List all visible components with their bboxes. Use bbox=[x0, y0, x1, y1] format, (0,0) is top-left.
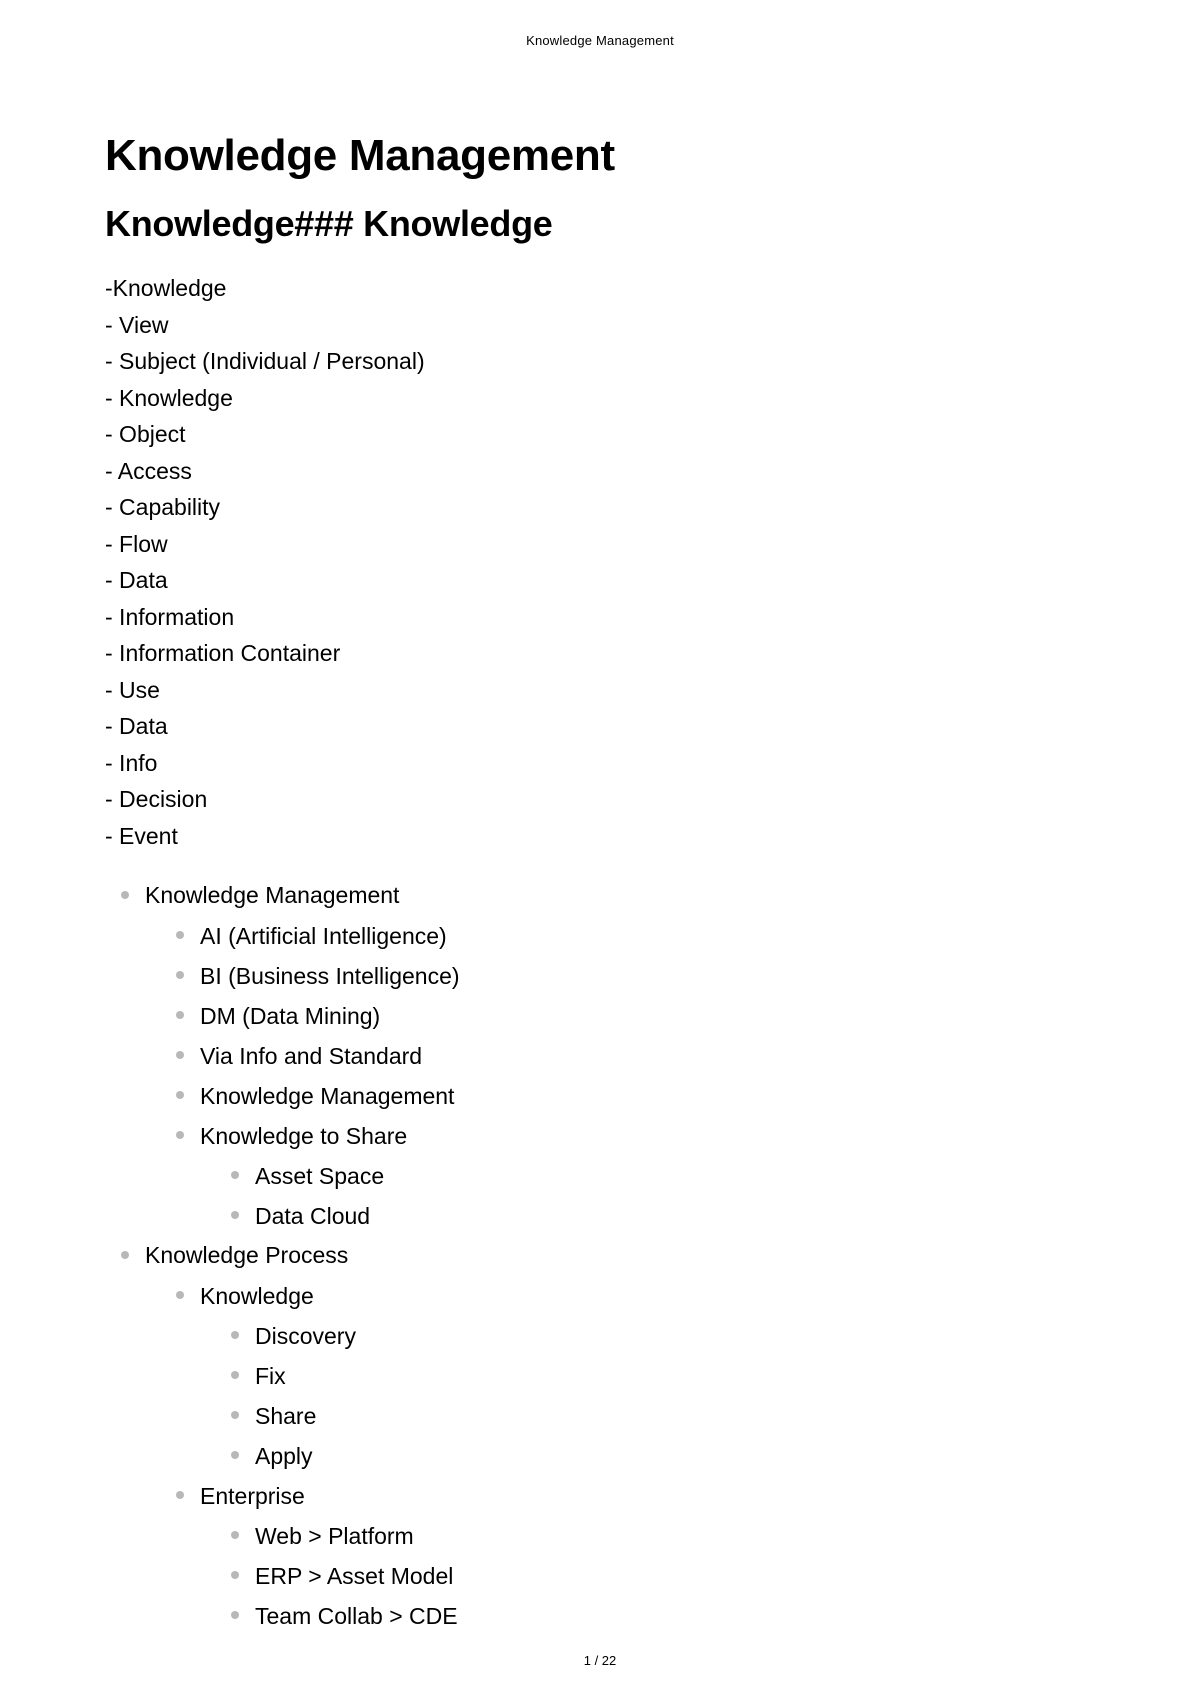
outline-item-l2 bbox=[105, 956, 1105, 996]
outline-item-l3 bbox=[105, 1396, 1105, 1436]
bullet-sublist bbox=[105, 1316, 1105, 1476]
bullet-sublist bbox=[105, 1516, 1105, 1636]
outline-item-l2 bbox=[105, 1116, 1105, 1156]
bullet-dot-icon bbox=[176, 1091, 184, 1099]
outline-item-l2 bbox=[105, 1476, 1105, 1516]
bullet-dot-icon bbox=[231, 1371, 239, 1379]
bullet-dot-icon bbox=[231, 1531, 239, 1539]
outline-item-label: Team Collab > CDE bbox=[255, 1603, 458, 1629]
outline-item-label: Knowledge Management bbox=[145, 882, 400, 908]
dash-list-item: - Object bbox=[105, 421, 186, 447]
outline-item-label: Knowledge bbox=[200, 1283, 314, 1309]
dash-list-item: - Use bbox=[105, 676, 160, 703]
outline-item-label: Fix bbox=[255, 1363, 286, 1389]
outline-item-l2 bbox=[105, 916, 1105, 956]
dash-list-item: - Decision bbox=[105, 786, 208, 812]
outline-item-l2 bbox=[105, 1036, 1105, 1076]
dash-list-item: - Info bbox=[105, 749, 158, 776]
outline-item-l2 bbox=[105, 1276, 1105, 1316]
bullet-dot-icon bbox=[176, 1291, 184, 1299]
dash-list-item: - Event bbox=[105, 822, 178, 849]
outline-item-l3 bbox=[105, 1596, 1105, 1636]
dash-list-item: - Capability bbox=[105, 494, 221, 520]
running-header: Knowledge Management bbox=[526, 33, 674, 48]
outline-item-label: Share bbox=[255, 1403, 317, 1429]
outline-item-l3 bbox=[105, 1516, 1105, 1556]
dash-list-item: - Access bbox=[105, 457, 192, 484]
bullet-sublist bbox=[105, 1156, 1105, 1236]
bullet-dot-icon bbox=[176, 931, 184, 939]
dash-list-item: - Data bbox=[105, 713, 168, 739]
outline-item-label: BI (Business Intelligence) bbox=[200, 963, 460, 989]
bullet-dot-icon bbox=[176, 1011, 184, 1019]
bullet-dot-icon bbox=[231, 1571, 239, 1579]
bullet-outline bbox=[105, 1236, 1105, 1274]
bullet-sublist bbox=[105, 1276, 1105, 1316]
outline-item-l2 bbox=[105, 1076, 1105, 1116]
outline-item-label: Discovery bbox=[255, 1323, 356, 1349]
outline-item-label: Knowledge Process bbox=[145, 1242, 349, 1268]
bullet-dot-icon bbox=[176, 1051, 184, 1059]
document-body bbox=[105, 128, 1105, 1636]
bullet-dot-icon bbox=[231, 1451, 239, 1459]
page-title: Knowledge Management bbox=[105, 131, 615, 180]
outline-item-l3 bbox=[105, 1356, 1105, 1396]
outline-item-l3 bbox=[105, 1436, 1105, 1476]
bullet-sublist bbox=[105, 916, 1105, 1156]
bullet-dot-icon bbox=[231, 1611, 239, 1619]
outline-item-label: ERP > Asset Model bbox=[255, 1563, 454, 1589]
outline-item-l1 bbox=[105, 1236, 1105, 1274]
dash-list-item: - Subject (Individual / Personal) bbox=[105, 348, 425, 374]
outline-item-l3 bbox=[105, 1156, 1105, 1196]
dash-list-item: - Information Container bbox=[105, 640, 341, 666]
dash-list-item: - Information bbox=[105, 603, 235, 630]
outline-item-label: Knowledge Management bbox=[200, 1083, 455, 1109]
dash-list-item: - Knowledge bbox=[105, 384, 233, 411]
outline-item-label: Apply bbox=[255, 1443, 313, 1469]
bullet-dot-icon bbox=[121, 1251, 129, 1259]
outline-item-l3 bbox=[105, 1556, 1105, 1596]
dash-list-item: - View bbox=[105, 311, 169, 338]
outline-item-label: Asset Space bbox=[255, 1163, 385, 1189]
bullet-dot-icon bbox=[231, 1411, 239, 1419]
outline-item-l3 bbox=[105, 1316, 1105, 1356]
bullet-dot-icon bbox=[176, 1131, 184, 1139]
outline-item-label: Data Cloud bbox=[255, 1203, 371, 1229]
dash-list-item: - Flow bbox=[105, 530, 168, 557]
outline-item-label: Via Info and Standard bbox=[200, 1043, 423, 1069]
outline-item-l3 bbox=[105, 1196, 1105, 1236]
bullet-dot-icon bbox=[231, 1171, 239, 1179]
section-heading: Knowledge### Knowledge bbox=[105, 203, 553, 244]
bullet-dot-icon bbox=[231, 1211, 239, 1219]
bullet-dot-icon bbox=[176, 1491, 184, 1499]
page-number: 1 / 22 bbox=[583, 1653, 617, 1668]
dash-list bbox=[105, 270, 1105, 854]
bullet-sublist bbox=[105, 1476, 1105, 1516]
outline-item-l1 bbox=[105, 876, 1105, 914]
outline-item-label: Web > Platform bbox=[255, 1523, 414, 1549]
bullet-dot-icon bbox=[121, 891, 129, 899]
dash-list-item: - Data bbox=[105, 567, 168, 593]
bullet-dot-icon bbox=[176, 971, 184, 979]
outline-item-l2 bbox=[105, 996, 1105, 1036]
outline-item-label: Enterprise bbox=[200, 1483, 305, 1509]
outline-item-label: AI (Artificial Intelligence) bbox=[200, 923, 447, 949]
dash-list-item: -Knowledge bbox=[105, 275, 227, 301]
outline-item-label: DM (Data Mining) bbox=[200, 1003, 381, 1029]
bullet-dot-icon bbox=[231, 1331, 239, 1339]
outline-item-label: Knowledge to Share bbox=[200, 1123, 408, 1149]
bullet-outline bbox=[105, 876, 1105, 914]
